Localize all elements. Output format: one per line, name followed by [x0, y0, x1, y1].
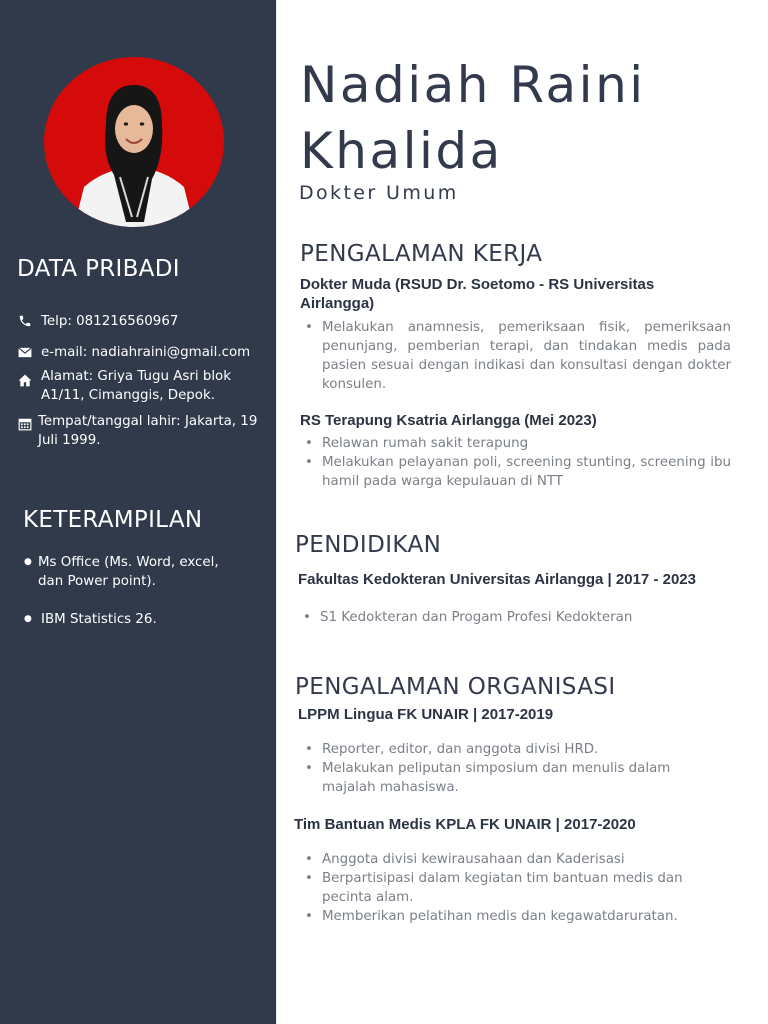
sidebar [0, 0, 276, 1024]
organization-heading: PENGALAMAN ORGANISASI [295, 674, 616, 700]
work-heading: PENGALAMAN KERJA [300, 241, 543, 267]
list-item: • Melakukan peliputan simposium dan menulis dalam majalah mahasiswa. [300, 759, 720, 797]
skill-item: ● Ms Office (Ms. Word, excel, dan Power point). [24, 555, 219, 589]
list-item: • Reporter, editor, dan anggota divisi HRD. [300, 740, 720, 759]
job-title-1: Dokter Muda (RSUD Dr. Soetomo - RS Universitas Airlangga) [300, 276, 655, 312]
birth-row [16, 412, 264, 450]
list-item: • Berpartisipasi dalam kegiatan tim bantuan medis dan pecinta alam. [300, 869, 720, 907]
list-item: • Anggota divisi kewirausahaan dan Kaderisasi [300, 850, 720, 869]
job-2-bullets [300, 434, 731, 491]
org-title-1: LPPM Lingua FK UNAIR | 2017-2019 [298, 706, 554, 723]
list-item: • S1 Kedokteran dan Progam Profesi Kedokteran [298, 608, 729, 627]
home-icon [16, 372, 33, 388]
list-item: • Memberikan pelatihan medis dan kegawatdaruratan. [300, 907, 720, 926]
phone-text: Telp: 081216560967 [41, 314, 179, 329]
full-name: Nadiah Raini Khalida [300, 56, 646, 180]
phone-row [16, 312, 264, 331]
list-item: • Melakukan pelayanan poli, screening stunting, screening ibu hamil pada warga kepulauan di NTT [300, 453, 731, 491]
skills-heading: KETERAMPILAN [23, 507, 203, 533]
org-1-bullets [300, 740, 720, 797]
job-title-2: RS Terapung Ksatria Airlangga (Mei 2023) [300, 412, 597, 429]
list-item: • Relawan rumah sakit terapung [300, 434, 731, 453]
personal-data-heading: DATA PRIBADI [17, 256, 180, 282]
address-row [16, 367, 264, 405]
education-heading: PENDIDIKAN [295, 532, 442, 558]
profile-photo [44, 57, 224, 227]
email-row [16, 343, 264, 362]
birth-text: Tempat/tanggal lahir: Jakarta, 19 Juli 1999. [38, 414, 258, 448]
skill-item: ● IBM Statistics 26. [24, 612, 157, 627]
job-1-bullets [300, 318, 731, 394]
education-bullets [298, 608, 729, 627]
calendar-icon [16, 416, 33, 432]
phone-icon [16, 313, 33, 329]
org-2-bullets [300, 850, 720, 926]
org-title-2: Tim Bantuan Medis KPLA FK UNAIR | 2017-2020 [294, 816, 636, 833]
address-text: Alamat: Griya Tugu Asri blok A1/11, Cimanggis, Depok. [41, 369, 232, 403]
person-portrait-icon [44, 57, 224, 227]
job-title: Dokter Umum [299, 182, 459, 204]
school-name: Fakultas Kedokteran Universitas Airlangga | 2017 - 2023 [298, 571, 696, 588]
email-text: e-mail: nadiahraini@gmail.com [41, 345, 251, 360]
mail-icon [16, 344, 33, 360]
list-item: • Melakukan anamnesis, pemeriksaan fisik, pemeriksaan penunjang, pemberian terapi, dan tindakan medis pada pasien sesuai dengan indikasi dan konsultasi dengan dokter konsulen. [300, 318, 731, 394]
